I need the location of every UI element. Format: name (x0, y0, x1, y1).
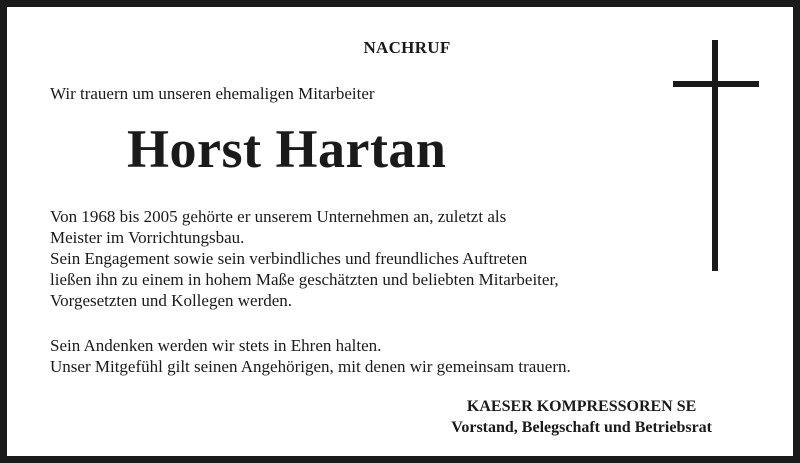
signatory-group: Vorstand, Belegschaft und Betriebsrat (451, 419, 712, 436)
signature-block (451, 396, 712, 438)
paragraph-line: Sein Engagement sowie sein verbindliches und freundliches Auftreten (50, 249, 528, 268)
career-paragraph (50, 206, 559, 311)
deceased-name: Horst Hartan (127, 119, 447, 179)
cross-vertical-bar (712, 40, 718, 271)
cross-horizontal-bar (673, 81, 759, 87)
condolence-paragraph (50, 335, 571, 377)
paragraph-line: Meister im Vorrichtungsbau. (50, 228, 245, 247)
company-name: KAESER KOMPRESSOREN SE (466, 398, 697, 415)
paragraph-line: Von 1968 bis 2005 gehörte er unserem Unternehmen an, zuletzt als (50, 207, 507, 226)
notice-heading: NACHRUF (363, 38, 451, 57)
paragraph-line: Sein Andenken werden wir stets in Ehren halten. (50, 336, 382, 355)
paragraph-line: Vorgesetzten und Kollegen werden. (50, 291, 293, 310)
paragraph-line: Unser Mitgefühl gilt seinen Angehörigen, mit denen wir gemeinsam trauern. (50, 357, 571, 376)
paragraph-line: ließen ihn zu einem in hohem Maße geschätzten und beliebten Mitarbeiter, (50, 270, 559, 289)
intro-text: Wir trauern um unseren ehemaligen Mitarbeiter (50, 84, 375, 103)
